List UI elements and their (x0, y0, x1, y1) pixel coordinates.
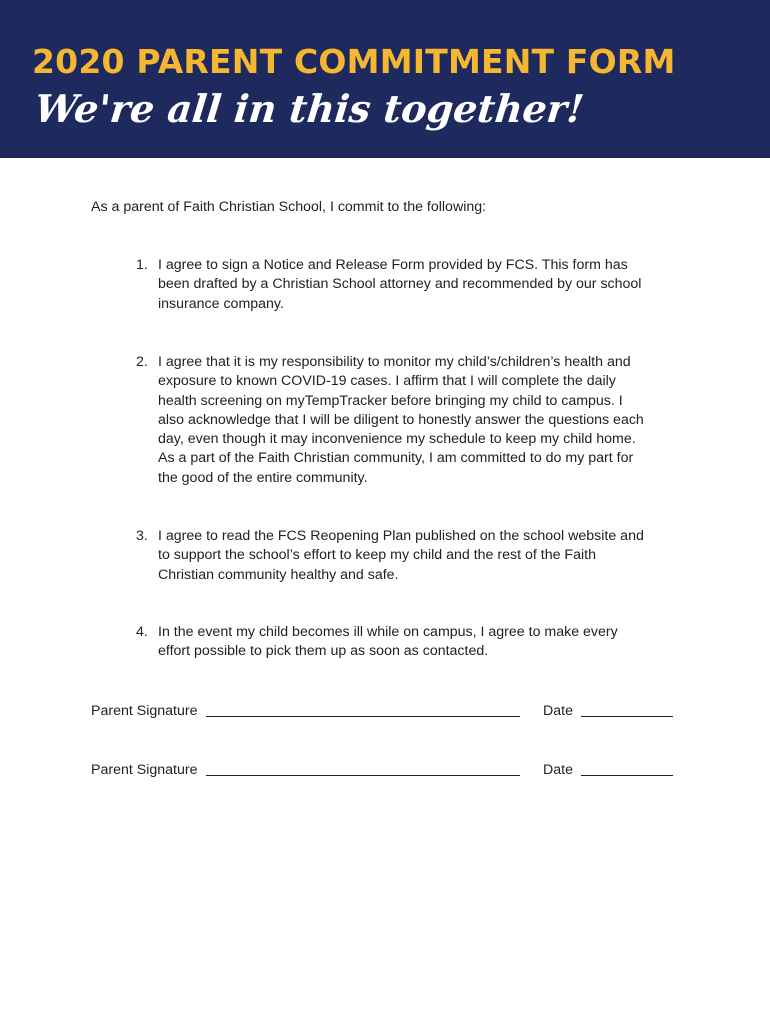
item-text (158, 256, 686, 314)
item-line: health screening on myTempTracker before bringing my child to campus. I (158, 392, 623, 409)
header-banner (0, 0, 770, 158)
item-line: day, even though it may inconvenience my schedule to keep my child home. (158, 431, 636, 448)
form-subtitle: We're all in this together! (32, 86, 587, 131)
item-number: 4. (136, 624, 148, 640)
item-line: exposure to known COVID-19 cases. I affirm that I will complete the daily (158, 373, 616, 390)
item-text (158, 527, 686, 585)
intro-text: As a parent of Faith Christian School, I commit to the following: (91, 199, 487, 215)
item-line: Christian community healthy and safe. (158, 566, 399, 583)
item-text (158, 623, 686, 662)
item-text (158, 353, 686, 488)
date-line[interactable] (581, 775, 673, 776)
signature-line[interactable] (206, 775, 520, 776)
item-line: I agree that it is my responsibility to monitor my child’s/children’s health and (158, 354, 631, 370)
item-line: As a part of the Faith Christian community, I am committed to do my part for (158, 450, 634, 467)
date-label: Date (543, 703, 573, 719)
signature-row (91, 701, 691, 721)
item-line: In the event my child becomes ill while on campus, I agree to make every (158, 624, 618, 640)
item-number: 2. (136, 354, 148, 370)
date-line[interactable] (581, 716, 673, 717)
item-number: 3. (136, 528, 148, 544)
item-line: I agree to read the FCS Reopening Plan published on the school website and (158, 528, 644, 544)
item-line: also acknowledge that I will be diligent to honestly answer the questions each (158, 411, 644, 428)
item-line: the good of the entire community. (158, 469, 368, 486)
item-line: been drafted by a Christian School attorney and recommended by our school (158, 276, 642, 293)
form-title: 2020 PARENT COMMITMENT FORM (32, 42, 676, 81)
signature-label: Parent Signature (91, 703, 198, 719)
item-line: I agree to sign a Notice and Release Form provided by FCS. This form has (158, 257, 628, 273)
item-line: insurance company. (158, 295, 284, 312)
signature-line[interactable] (206, 716, 520, 717)
date-label: Date (543, 762, 573, 778)
item-number: 1. (136, 257, 148, 273)
signature-label: Parent Signature (91, 762, 198, 778)
signature-row (91, 760, 691, 780)
item-line: to support the school’s effort to keep my child and the rest of the Faith (158, 547, 596, 564)
item-line: effort possible to pick them up as soon as contacted. (158, 643, 489, 660)
